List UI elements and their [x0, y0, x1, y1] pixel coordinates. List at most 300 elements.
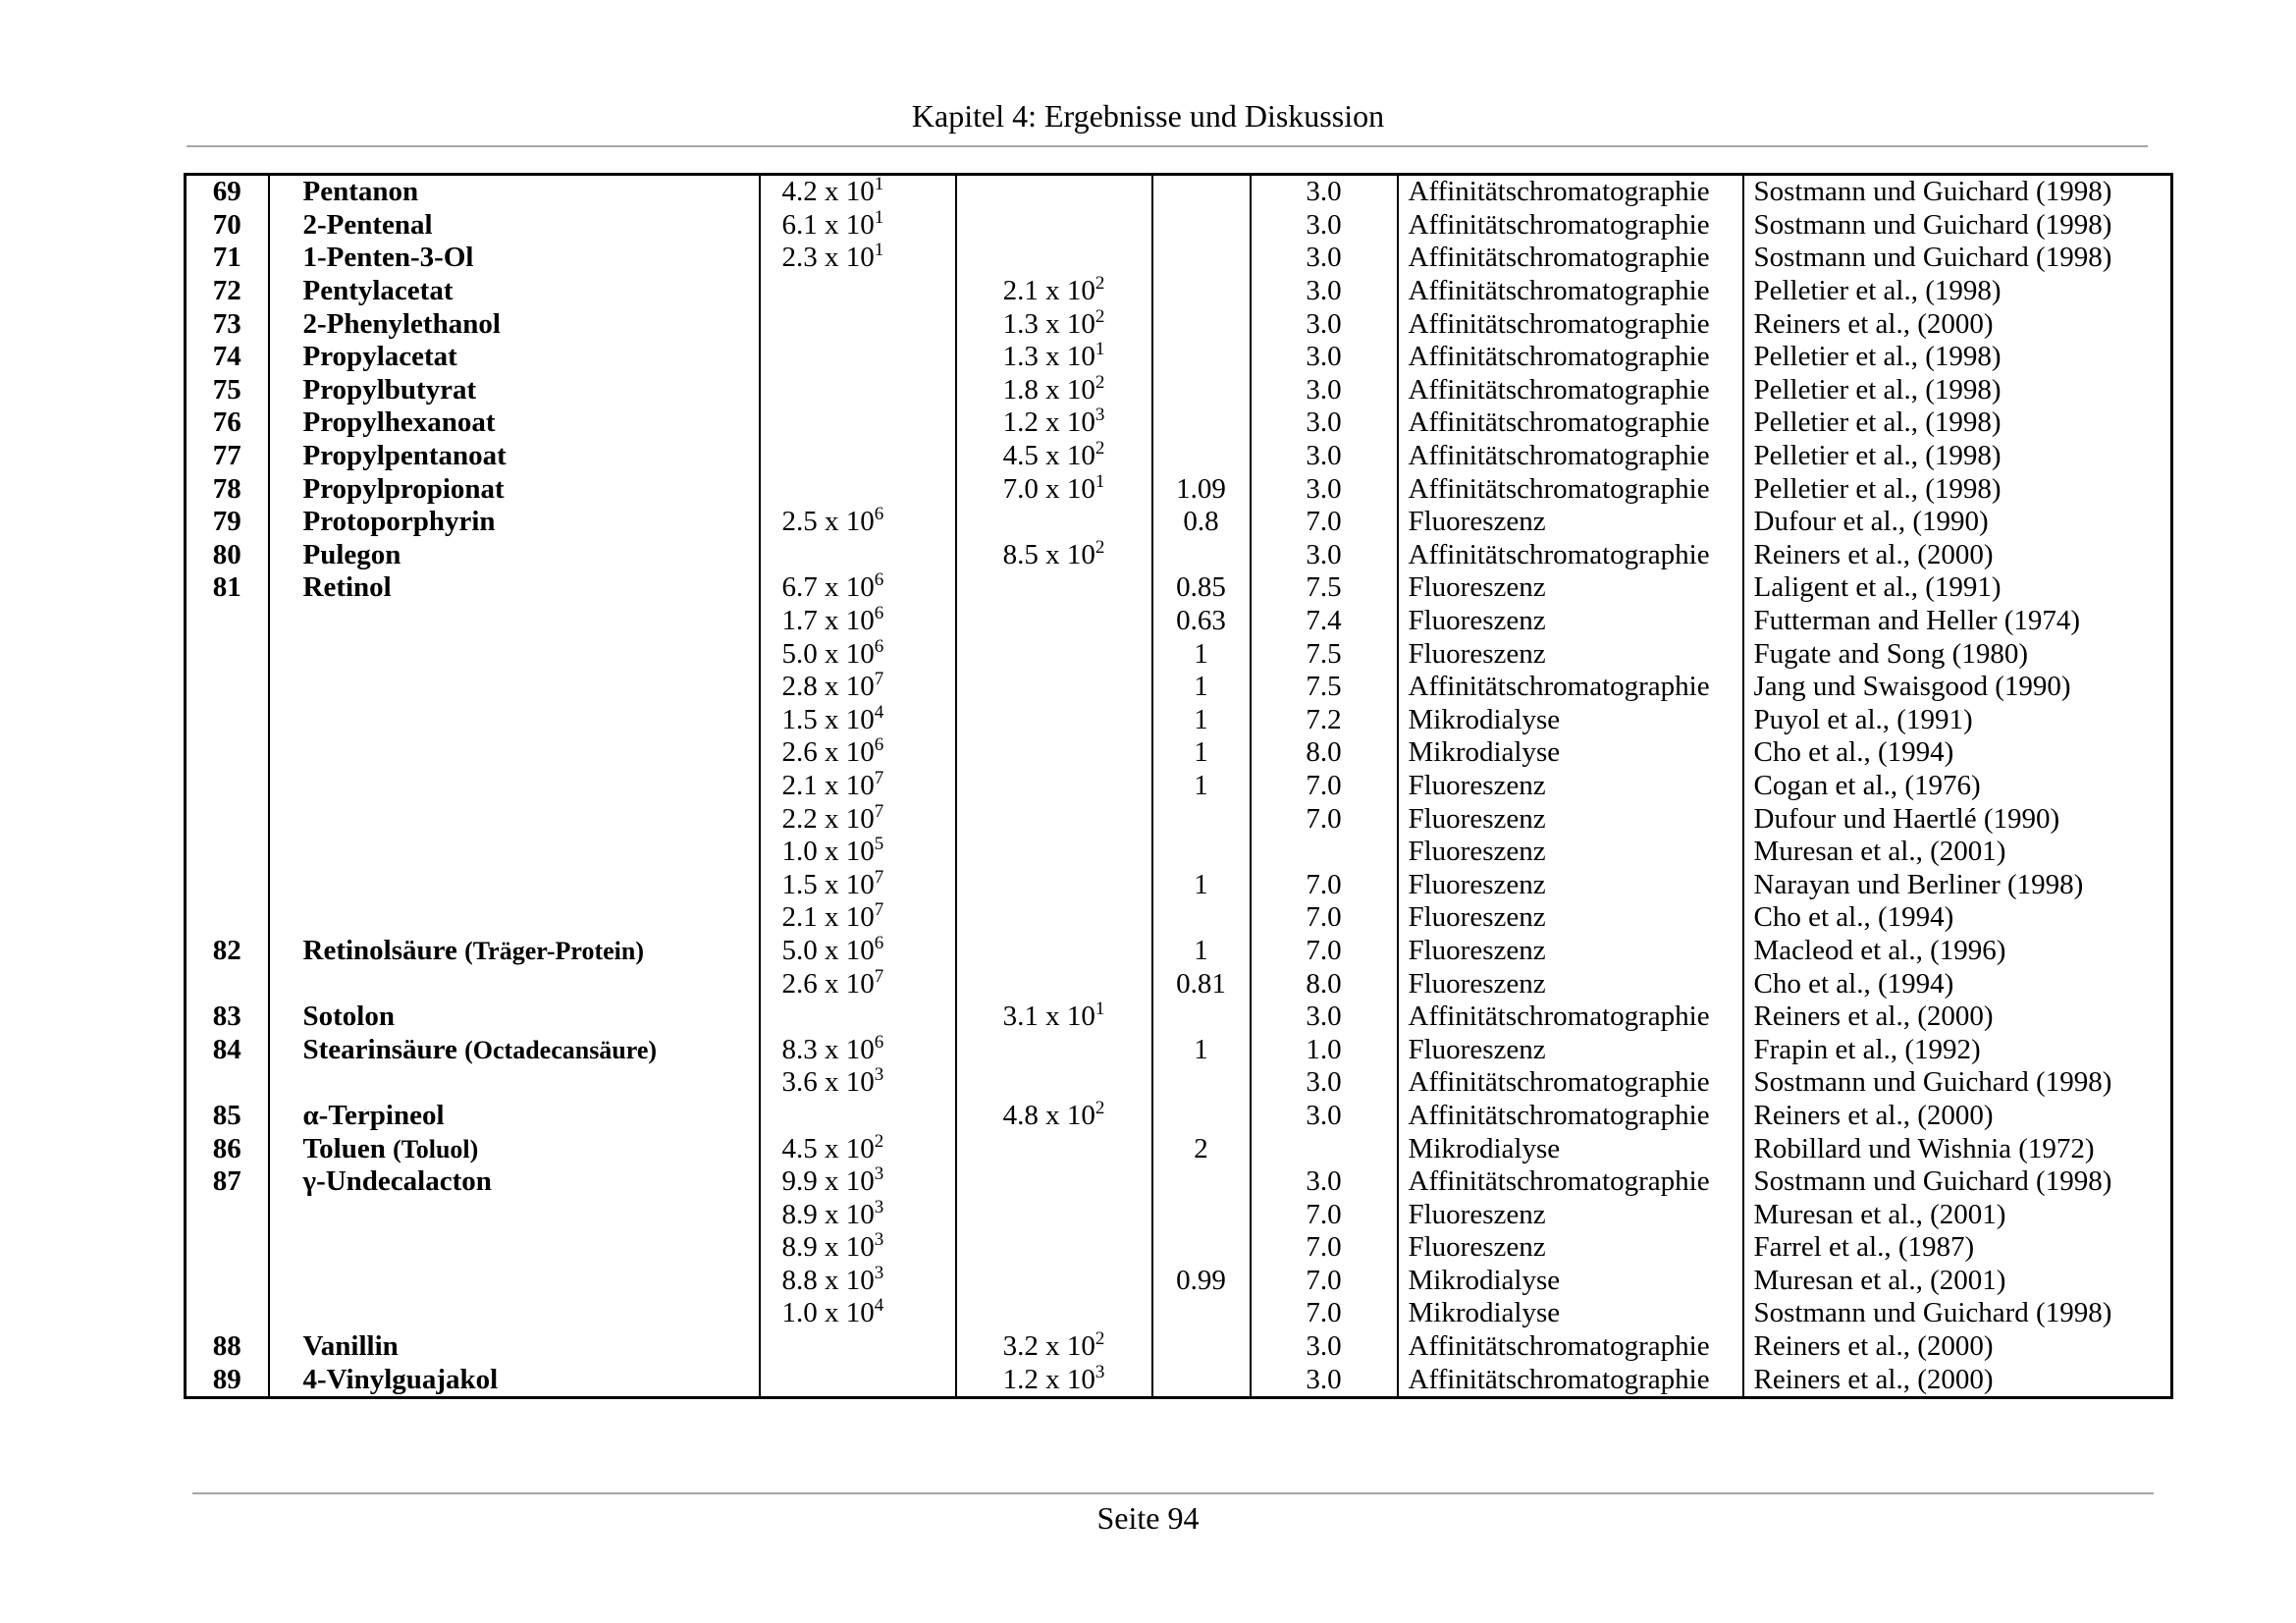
stoichiometry-value-cell	[1152, 307, 1251, 341]
header-divider	[187, 145, 2148, 147]
binding-constant-b-cell	[956, 1198, 1152, 1231]
binding-constant-a-exponent: 5	[874, 835, 884, 855]
binding-constant-b-cell	[956, 901, 1152, 935]
binding-constant-b-cell	[956, 967, 1152, 1001]
binding-constant-b-cell	[956, 935, 1152, 968]
table-row	[186, 374, 2172, 407]
binding-constant-b-cell	[956, 341, 1152, 374]
reference-cell: Reiners et al., (2000)	[1743, 1330, 2172, 1364]
ph-value-cell: 7.4	[1251, 605, 1398, 638]
compound-name-text: Retinolsäure	[302, 934, 457, 966]
compound-name-cell	[269, 836, 760, 869]
page-number: Seite 94	[1096, 1500, 1200, 1536]
method-cell: Fluoreszenz	[1398, 1231, 1743, 1265]
binding-constant-a-cell	[760, 1198, 956, 1231]
table-row	[186, 209, 2172, 243]
compound-name-cell	[269, 1330, 760, 1364]
ph-value-cell: 7.0	[1251, 802, 1398, 836]
table-row	[186, 770, 2172, 803]
binding-constant-b-cell	[956, 736, 1152, 770]
stoichiometry-value-cell	[1152, 1231, 1251, 1265]
compound-name-text: Vanillin	[302, 1330, 399, 1363]
compound-number-cell	[186, 1066, 269, 1100]
compound-name-cell	[269, 1297, 760, 1330]
compound-number-cell: 88	[212, 1330, 241, 1363]
reference-cell: Jang und Swaisgood (1990)	[1743, 671, 2172, 704]
binding-constant-a-cell	[760, 802, 956, 836]
compound-name-cell	[269, 571, 760, 605]
page-header: Kapitel 4: Ergebnisse und Diskussion	[911, 98, 1385, 134]
compound-number-cell: 69	[212, 176, 241, 208]
binding-constant-a-exponent: 4	[874, 1297, 884, 1317]
compound-name-synonym: (Octadecansäure)	[464, 1035, 658, 1064]
binding-constant-a-exponent: 3	[874, 1231, 884, 1251]
method-cell: Mikrodialyse	[1398, 1297, 1743, 1330]
compound-name-cell	[269, 1066, 760, 1100]
stoichiometry-value-cell: 0.99	[1152, 1265, 1251, 1298]
compound-name-cell	[269, 242, 760, 275]
binding-constant-a-exponent: 3	[874, 1198, 884, 1217]
binding-constant-b-exponent: 1	[1095, 472, 1105, 492]
binding-constant-a-cell	[760, 175, 956, 209]
method-cell: Affinitätschromatographie	[1398, 209, 1743, 243]
binding-constant-a-cell	[760, 1330, 956, 1364]
reference-cell: Pelletier et al., (1998)	[1743, 440, 2172, 473]
compound-name-cell	[269, 671, 760, 704]
ph-value-cell: 7.2	[1251, 704, 1398, 737]
binding-constant-b-mantissa: 3.1 x 10	[1002, 1001, 1095, 1033]
ph-value-cell: 3.0	[1251, 1066, 1398, 1100]
binding-constant-b-cell	[956, 671, 1152, 704]
binding-constant-b-mantissa: 1.3 x 10	[1002, 307, 1095, 340]
binding-constant-a-exponent: 6	[874, 736, 884, 756]
binding-constant-a-cell	[760, 1363, 956, 1397]
compound-name-cell	[269, 1198, 760, 1231]
stoichiometry-value-cell	[1152, 209, 1251, 243]
stoichiometry-value-cell	[1152, 1363, 1251, 1397]
method-cell: Affinitätschromatographie	[1398, 539, 1743, 572]
ph-value-cell: 3.0	[1251, 1001, 1398, 1034]
table-row	[186, 671, 2172, 704]
method-cell: Affinitätschromatographie	[1398, 307, 1743, 341]
ph-value-cell: 3.0	[1251, 242, 1398, 275]
binding-constant-b-cell	[956, 1165, 1152, 1199]
compound-name-text: Pentylacetat	[302, 275, 454, 307]
reference-cell: Muresan et al., (2001)	[1743, 1265, 2172, 1298]
ph-value-cell: 7.0	[1251, 1265, 1398, 1298]
compound-number-cell	[186, 671, 269, 704]
compound-name-cell	[269, 868, 760, 901]
reference-cell: Sostmann und Guichard (1998)	[1743, 1297, 2172, 1330]
stoichiometry-value-cell	[1152, 1330, 1251, 1364]
binding-constant-a-mantissa: 2.5 x 10	[781, 506, 875, 538]
binding-constant-a-cell	[760, 440, 956, 473]
table-row	[186, 1265, 2172, 1298]
stoichiometry-value-cell	[1152, 1001, 1251, 1034]
binding-constant-a-cell	[760, 341, 956, 374]
binding-constant-a-mantissa: 4.2 x 10	[781, 176, 875, 208]
reference-cell: Sostmann und Guichard (1998)	[1743, 1165, 2172, 1199]
binding-constant-b-exponent: 2	[1095, 538, 1105, 558]
method-cell: Fluoreszenz	[1398, 605, 1743, 638]
binding-constant-a-mantissa: 1.5 x 10	[781, 703, 875, 735]
binding-constants-table	[184, 173, 2173, 1399]
compound-name-text: Propylpentanoat	[302, 440, 507, 472]
stoichiometry-value-cell	[1152, 901, 1251, 935]
compound-name-cell	[269, 1363, 760, 1397]
reference-cell: Cho et al., (1994)	[1743, 901, 2172, 935]
binding-constant-a-mantissa: 6.7 x 10	[781, 571, 875, 604]
compound-name-text: 2-Pentenal	[302, 208, 433, 241]
compound-name-cell	[269, 406, 760, 440]
binding-constant-a-cell	[760, 736, 956, 770]
compound-name-cell	[269, 935, 760, 968]
method-cell: Affinitätschromatographie	[1398, 1330, 1743, 1364]
compound-name-cell	[269, 605, 760, 638]
binding-constant-b-cell	[956, 1100, 1152, 1133]
compound-name-synonym: (Toluol)	[393, 1134, 479, 1163]
compound-number-cell: 86	[212, 1132, 241, 1164]
binding-constant-b-exponent: 1	[1095, 340, 1105, 360]
binding-constant-b-cell	[956, 440, 1152, 473]
stoichiometry-value-cell: 1	[1152, 671, 1251, 704]
binding-constant-b-cell	[956, 539, 1152, 572]
compound-name-cell	[269, 1001, 760, 1034]
binding-constant-a-exponent: 6	[874, 1033, 884, 1053]
table-row	[186, 1363, 2172, 1397]
table-row	[186, 836, 2172, 869]
binding-constant-a-exponent: 4	[874, 703, 884, 723]
compound-name-cell	[269, 209, 760, 243]
ph-value-cell: 8.0	[1251, 967, 1398, 1001]
compound-name-cell	[269, 637, 760, 671]
stoichiometry-value-cell: 2	[1152, 1132, 1251, 1165]
method-cell: Mikrodialyse	[1398, 1132, 1743, 1165]
binding-constant-a-cell	[760, 671, 956, 704]
reference-cell: Fugate and Song (1980)	[1743, 637, 2172, 671]
table-row	[186, 1001, 2172, 1034]
binding-constant-b-cell	[956, 571, 1152, 605]
reference-cell: Robillard und Wishnia (1972)	[1743, 1132, 2172, 1165]
compound-name-cell	[269, 1265, 760, 1298]
table-row	[186, 571, 2172, 605]
ph-value-cell: 7.0	[1251, 506, 1398, 539]
binding-constant-b-cell	[956, 1363, 1152, 1397]
binding-constant-b-cell	[956, 1265, 1152, 1298]
binding-constant-a-exponent: 7	[874, 802, 884, 822]
reference-cell: Muresan et al., (2001)	[1743, 1198, 2172, 1231]
table-row	[186, 1132, 2172, 1165]
table-row	[186, 1198, 2172, 1231]
reference-cell: Pelletier et al., (1998)	[1743, 275, 2172, 308]
reference-cell: Farrel et al., (1987)	[1743, 1231, 2172, 1265]
binding-constant-b-cell	[956, 1297, 1152, 1330]
reference-cell: Cogan et al., (1976)	[1743, 770, 2172, 803]
reference-cell: Dufour und Haertlé (1990)	[1743, 802, 2172, 836]
compound-name-cell	[269, 1100, 760, 1133]
reference-cell: Dufour et al., (1990)	[1743, 506, 2172, 539]
compound-name-text: Retinol	[302, 571, 392, 604]
compound-name-text: Propylpropionat	[302, 472, 505, 505]
compound-number-cell: 80	[212, 538, 241, 570]
ph-value-cell	[1251, 1132, 1398, 1165]
stoichiometry-value-cell	[1152, 275, 1251, 308]
table-row	[186, 472, 2172, 506]
compound-number-cell	[186, 605, 269, 638]
method-cell: Affinitätschromatographie	[1398, 374, 1743, 407]
compound-name-cell	[269, 1132, 760, 1165]
binding-constant-a-cell	[760, 704, 956, 737]
compound-name-cell	[269, 770, 760, 803]
compound-number-cell: 76	[212, 406, 241, 439]
ph-value-cell: 7.5	[1251, 671, 1398, 704]
binding-constant-a-cell	[760, 1001, 956, 1034]
footer-divider	[192, 1492, 2154, 1494]
reference-cell: Pelletier et al., (1998)	[1743, 374, 2172, 407]
table-row	[186, 506, 2172, 539]
binding-constant-b-cell	[956, 605, 1152, 638]
compound-number-cell	[186, 637, 269, 671]
binding-constant-b-cell	[956, 275, 1152, 308]
reference-cell: Muresan et al., (2001)	[1743, 836, 2172, 869]
ph-value-cell: 7.5	[1251, 637, 1398, 671]
method-cell: Fluoreszenz	[1398, 506, 1743, 539]
binding-constant-a-exponent: 6	[874, 571, 884, 591]
binding-constant-a-exponent: 7	[874, 967, 884, 987]
binding-constant-a-cell	[760, 242, 956, 275]
table-row	[186, 440, 2172, 473]
reference-cell: Sostmann und Guichard (1998)	[1743, 209, 2172, 243]
compound-name-text: 1-Penten-3-Ol	[302, 242, 474, 274]
binding-constant-a-mantissa: 1.7 x 10	[781, 605, 875, 637]
method-cell: Affinitätschromatographie	[1398, 242, 1743, 275]
binding-constant-b-mantissa: 1.8 x 10	[1002, 373, 1095, 406]
compound-name-synonym: (Träger-Protein)	[464, 936, 644, 965]
compound-number-cell	[186, 1198, 269, 1231]
reference-cell: Cho et al., (1994)	[1743, 967, 2172, 1001]
binding-constant-a-exponent: 1	[874, 242, 884, 261]
ph-value-cell: 3.0	[1251, 539, 1398, 572]
binding-constant-a-exponent: 1	[874, 174, 884, 195]
method-cell: Affinitätschromatographie	[1398, 341, 1743, 374]
table-row	[186, 637, 2172, 671]
binding-constant-a-exponent: 6	[874, 604, 884, 624]
compound-number-cell: 82	[212, 934, 241, 966]
binding-constant-a-cell	[760, 1100, 956, 1133]
method-cell: Affinitätschromatographie	[1398, 1066, 1743, 1100]
binding-constant-b-cell	[956, 1330, 1152, 1364]
compound-name-text: 2-Phenylethanol	[302, 307, 501, 340]
compound-name-text: Propylbutyrat	[302, 373, 477, 406]
binding-constant-b-cell	[956, 704, 1152, 737]
stoichiometry-value-cell	[1152, 341, 1251, 374]
table-row	[186, 539, 2172, 572]
binding-constant-b-mantissa: 1.2 x 10	[1002, 406, 1095, 439]
compound-name-cell	[269, 1231, 760, 1265]
table-row	[186, 704, 2172, 737]
stoichiometry-value-cell	[1152, 539, 1251, 572]
compound-name-text: Protoporphyrin	[302, 506, 496, 538]
compound-number-cell: 74	[212, 341, 241, 373]
binding-constant-a-mantissa: 2.1 x 10	[781, 901, 875, 934]
ph-value-cell: 8.0	[1251, 736, 1398, 770]
binding-constant-b-mantissa: 8.5 x 10	[1002, 538, 1095, 570]
binding-constants-table-container	[184, 173, 2170, 1399]
binding-constant-a-cell	[760, 1265, 956, 1298]
compound-name-cell	[269, 506, 760, 539]
binding-constant-a-cell	[760, 935, 956, 968]
binding-constant-a-exponent: 7	[874, 769, 884, 788]
binding-constant-a-exponent: 3	[874, 1264, 884, 1283]
binding-constant-b-exponent: 3	[1095, 1363, 1105, 1382]
binding-constant-b-mantissa: 4.8 x 10	[1002, 1099, 1095, 1131]
method-cell: Fluoreszenz	[1398, 770, 1743, 803]
binding-constant-a-mantissa: 2.8 x 10	[781, 671, 875, 703]
method-cell: Fluoreszenz	[1398, 935, 1743, 968]
binding-constant-a-mantissa: 2.6 x 10	[781, 736, 875, 769]
binding-constant-a-mantissa: 1.0 x 10	[781, 1297, 875, 1329]
binding-constant-a-mantissa: 1.0 x 10	[781, 836, 875, 868]
binding-constant-a-mantissa: 8.8 x 10	[781, 1264, 875, 1296]
table-body	[186, 175, 2172, 1398]
compound-number-cell: 72	[212, 275, 241, 307]
ph-value-cell: 7.0	[1251, 770, 1398, 803]
compound-name-cell	[269, 1033, 760, 1066]
method-cell: Fluoreszenz	[1398, 802, 1743, 836]
binding-constant-b-mantissa: 1.2 x 10	[1002, 1363, 1095, 1395]
compound-number-cell: 77	[212, 440, 241, 472]
ph-value-cell: 7.0	[1251, 935, 1398, 968]
compound-name-cell	[269, 901, 760, 935]
table-row	[186, 1100, 2172, 1133]
table-row	[186, 802, 2172, 836]
binding-constant-a-mantissa: 6.1 x 10	[781, 208, 875, 241]
binding-constant-a-cell	[760, 275, 956, 308]
binding-constant-b-cell	[956, 406, 1152, 440]
compound-number-cell	[186, 967, 269, 1001]
ph-value-cell: 7.0	[1251, 868, 1398, 901]
stoichiometry-value-cell: 0.85	[1152, 571, 1251, 605]
compound-name-cell	[269, 341, 760, 374]
binding-constant-b-cell	[956, 836, 1152, 869]
ph-value-cell: 3.0	[1251, 341, 1398, 374]
method-cell: Affinitätschromatographie	[1398, 1165, 1743, 1199]
binding-constant-a-exponent: 6	[874, 934, 884, 953]
reference-cell: Reiners et al., (2000)	[1743, 1363, 2172, 1397]
binding-constant-b-mantissa: 4.5 x 10	[1002, 440, 1095, 472]
compound-name-text: Pentanon	[302, 176, 419, 208]
stoichiometry-value-cell: 0.63	[1152, 605, 1251, 638]
binding-constant-b-cell	[956, 1001, 1152, 1034]
binding-constant-a-cell	[760, 1231, 956, 1265]
binding-constant-a-cell	[760, 209, 956, 243]
stoichiometry-value-cell: 1	[1152, 704, 1251, 737]
ph-value-cell: 7.0	[1251, 1297, 1398, 1330]
method-cell: Affinitätschromatographie	[1398, 472, 1743, 506]
compound-number-cell	[186, 770, 269, 803]
table-row	[186, 1231, 2172, 1265]
stoichiometry-value-cell	[1152, 175, 1251, 209]
binding-constant-a-cell	[760, 1066, 956, 1100]
compound-number-cell: 84	[212, 1033, 241, 1065]
compound-number-cell: 70	[212, 208, 241, 241]
stoichiometry-value-cell	[1152, 1165, 1251, 1199]
reference-cell: Reiners et al., (2000)	[1743, 1100, 2172, 1133]
table-row	[186, 901, 2172, 935]
binding-constant-b-cell	[956, 242, 1152, 275]
binding-constant-b-cell	[956, 472, 1152, 506]
binding-constant-a-exponent: 7	[874, 868, 884, 888]
binding-constant-a-cell	[760, 605, 956, 638]
compound-name-cell	[269, 704, 760, 737]
binding-constant-b-exponent: 2	[1095, 307, 1105, 327]
stoichiometry-value-cell: 1	[1152, 935, 1251, 968]
binding-constant-a-cell	[760, 1033, 956, 1066]
compound-name-text: Stearinsäure	[302, 1033, 457, 1065]
binding-constant-a-cell	[760, 868, 956, 901]
table-row	[186, 242, 2172, 275]
compound-name-cell	[269, 736, 760, 770]
compound-number-cell: 81	[212, 571, 241, 604]
compound-number-cell	[186, 1265, 269, 1298]
stoichiometry-value-cell: 1	[1152, 736, 1251, 770]
reference-cell: Reiners et al., (2000)	[1743, 307, 2172, 341]
binding-constant-a-cell	[760, 1132, 956, 1165]
compound-number-cell	[186, 836, 269, 869]
binding-constant-a-cell	[760, 506, 956, 539]
ph-value-cell: 3.0	[1251, 175, 1398, 209]
stoichiometry-value-cell: 1	[1152, 1033, 1251, 1066]
compound-number-cell: 85	[212, 1099, 241, 1131]
binding-constant-a-cell	[760, 406, 956, 440]
binding-constant-b-cell	[956, 802, 1152, 836]
compound-name-text: Pulegon	[302, 538, 401, 570]
method-cell: Fluoreszenz	[1398, 836, 1743, 869]
binding-constant-b-exponent: 2	[1095, 373, 1105, 393]
binding-constant-a-mantissa: 8.9 x 10	[781, 1231, 875, 1264]
stoichiometry-value-cell: 0.8	[1152, 506, 1251, 539]
binding-constant-b-cell	[956, 506, 1152, 539]
table-row	[186, 1165, 2172, 1199]
binding-constant-a-mantissa: 9.9 x 10	[781, 1165, 875, 1198]
compound-number-cell	[186, 1297, 269, 1330]
binding-constant-a-cell	[760, 539, 956, 572]
reference-cell: Pelletier et al., (1998)	[1743, 406, 2172, 440]
binding-constant-a-cell	[760, 571, 956, 605]
binding-constant-a-exponent: 2	[874, 1132, 884, 1152]
binding-constant-a-mantissa: 4.5 x 10	[781, 1132, 875, 1164]
method-cell: Fluoreszenz	[1398, 901, 1743, 935]
compound-number-cell: 83	[212, 1001, 241, 1033]
table-row	[186, 868, 2172, 901]
binding-constant-b-exponent: 2	[1095, 1099, 1105, 1118]
method-cell: Affinitätschromatographie	[1398, 1001, 1743, 1034]
binding-constant-b-exponent: 2	[1095, 439, 1105, 460]
method-cell: Affinitätschromatographie	[1398, 1100, 1743, 1133]
compound-number-cell: 78	[212, 472, 241, 505]
binding-constant-a-mantissa: 1.5 x 10	[781, 868, 875, 900]
binding-constant-a-exponent: 3	[874, 1164, 884, 1185]
table-row	[186, 1066, 2172, 1100]
compound-number-cell	[186, 802, 269, 836]
compound-number-cell	[186, 868, 269, 901]
binding-constant-a-cell	[760, 901, 956, 935]
method-cell: Mikrodialyse	[1398, 1265, 1743, 1298]
stoichiometry-value-cell: 0.81	[1152, 967, 1251, 1001]
table-row	[186, 736, 2172, 770]
binding-constant-b-cell	[956, 770, 1152, 803]
binding-constant-a-exponent: 3	[874, 1066, 884, 1086]
